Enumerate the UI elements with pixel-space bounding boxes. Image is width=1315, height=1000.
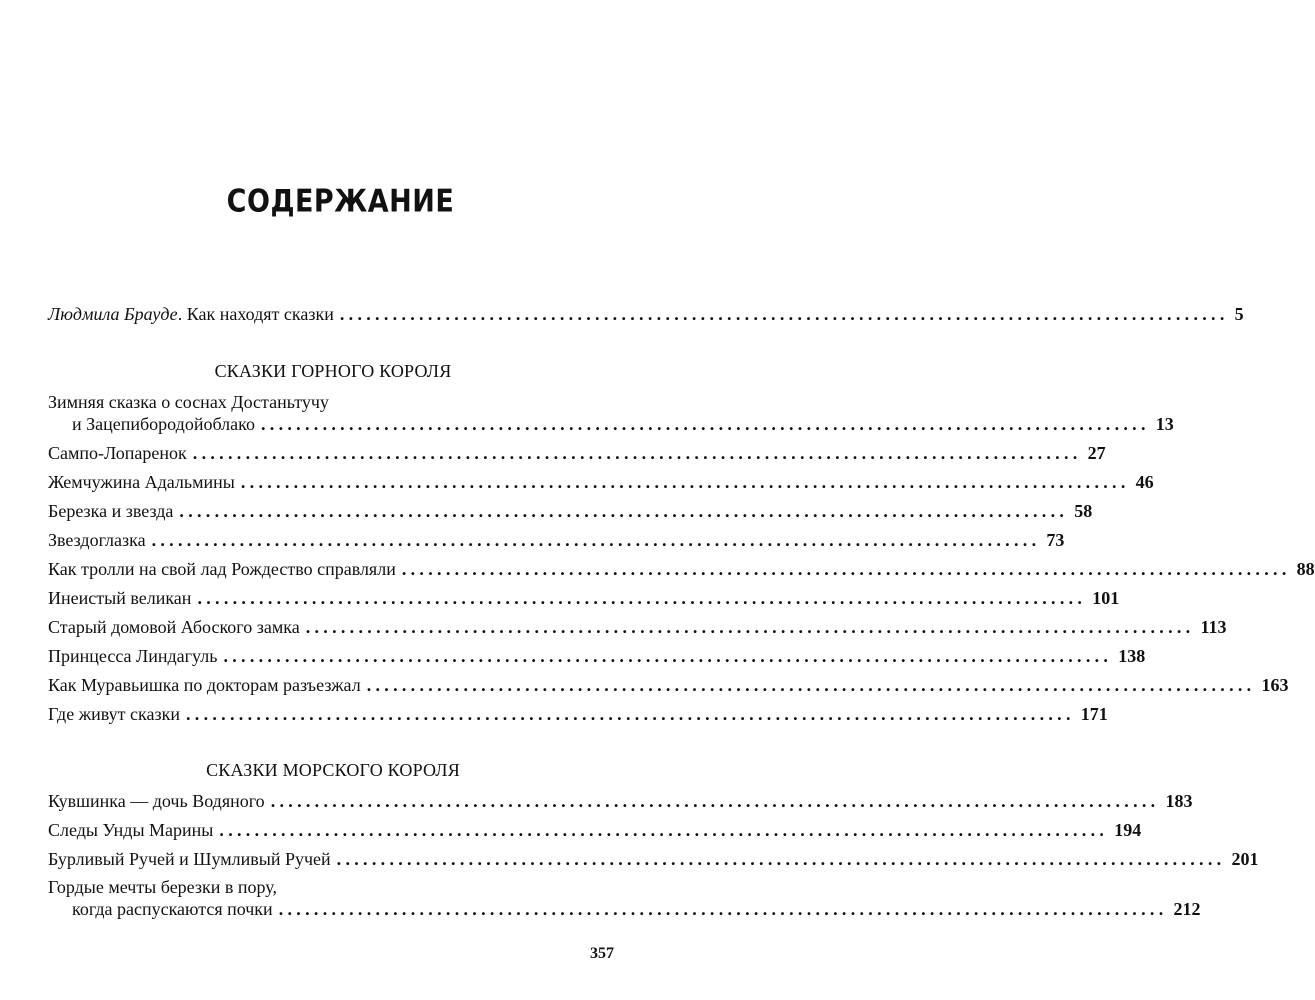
toc-entry-title: Старый домовой Абоского замка [48,617,300,637]
toc-page-number: 88 [1296,559,1315,579]
toc-entry-title: Где живут сказки [48,704,180,724]
toc-entry-title: Бурливый Ручей и Шумливый Ручей [48,849,331,869]
dot-leader: ..................................................................................................... [366,675,1256,695]
toc-entry-title: Как Муравьишка по докторам разъезжал [48,675,361,695]
toc-page-number: 194 [1114,820,1142,840]
toc-page-number: 183 [1165,791,1193,811]
toc-entry-intro[interactable] [48,302,1244,326]
dot-leader: ..................................................................................................... [339,304,1229,324]
toc-entry-title: Кувшинка — дочь Водяного [48,791,265,811]
toc-entry-title: Следы Унды Марины [48,820,214,840]
toc-entry-title: Жемчужина Адальмины [48,472,235,492]
toc-entry-title: Звездоглазка [48,530,146,550]
toc-entry[interactable] [48,441,1106,465]
toc-entry[interactable] [72,897,1201,921]
toc-entry[interactable] [48,615,1227,639]
toc-page-number: 212 [1173,899,1201,919]
toc-entry-title [48,302,334,326]
page-title: СОДЕРЖАНИЕ [226,183,455,220]
toc-entry-line1: Гордые мечты березки в пору, [48,877,277,897]
intro-title: . Как находят сказки [177,304,334,324]
toc-entry[interactable] [48,557,1315,581]
toc-page-number: 73 [1046,530,1065,550]
toc-page-number: 113 [1200,617,1227,637]
toc-page-number: 13 [1155,414,1174,434]
dot-leader: ..................................................................................................... [179,501,1069,521]
toc-entry[interactable] [48,702,1108,726]
page-number: 357 [590,945,614,962]
dot-leader: ..................................................................................................... [401,559,1291,579]
toc-page-number: 58 [1074,501,1093,521]
toc-entry-title: Березка и звезда [48,501,174,521]
dot-leader: ..................................................................................................... [260,414,1150,434]
dot-leader: ..................................................................................................... [219,820,1109,840]
toc-page-number: 27 [1087,443,1106,463]
dot-leader: ..................................................................................................... [192,443,1082,463]
toc-entry[interactable] [48,673,1289,697]
toc-page-number: 5 [1234,304,1244,324]
section-heading: СКАЗКИ МОРСКОГО КОРОЛЯ [206,760,460,780]
dot-leader: ..................................................................................................... [151,530,1041,550]
dot-leader: ..................................................................................................... [270,791,1160,811]
dot-leader: ..................................................................................................... [197,588,1087,608]
toc-entry[interactable] [48,499,1093,523]
toc-entry[interactable] [48,847,1259,871]
toc-entry-title: Инеистый великан [48,588,192,608]
dot-leader: ..................................................................................................... [278,899,1168,919]
toc-entry[interactable] [48,644,1146,668]
toc-entry-title: Как тролли на свой лад Рождество справляли [48,559,396,579]
dot-leader: ..................................................................................................... [185,704,1075,724]
toc-page-number: 201 [1231,849,1259,869]
toc-page-number: 171 [1080,704,1108,724]
toc-entry[interactable] [48,528,1065,552]
intro-author: Людмила Брауде [48,304,178,324]
toc-page-number: 138 [1118,646,1146,666]
toc-entry[interactable] [72,412,1174,436]
section-heading: СКАЗКИ ГОРНОГО КОРОЛЯ [214,361,452,381]
toc-entry-line1: Зимняя сказка о соснах Достаньтучу [48,392,329,412]
toc-entry-title: Принцесса Линдагуль [48,646,218,666]
toc-entry-title: когда распускаются почки [72,899,273,919]
toc-entry[interactable] [48,470,1154,494]
toc-entry[interactable] [48,818,1142,842]
toc-page-number: 101 [1092,588,1120,608]
toc-entry[interactable] [48,789,1193,813]
toc-entry-title: и Зацепибородойоблако [72,414,255,434]
dot-leader: ..................................................................................................... [240,472,1130,492]
toc-entry[interactable] [48,586,1120,610]
toc-entry-title: Сампо-Лопаренок [48,443,187,463]
dot-leader: ..................................................................................................... [305,617,1195,637]
dot-leader: ..................................................................................................... [336,849,1226,869]
toc-page-number: 163 [1261,675,1289,695]
dot-leader: ..................................................................................................... [223,646,1113,666]
toc-page-number: 46 [1135,472,1154,492]
